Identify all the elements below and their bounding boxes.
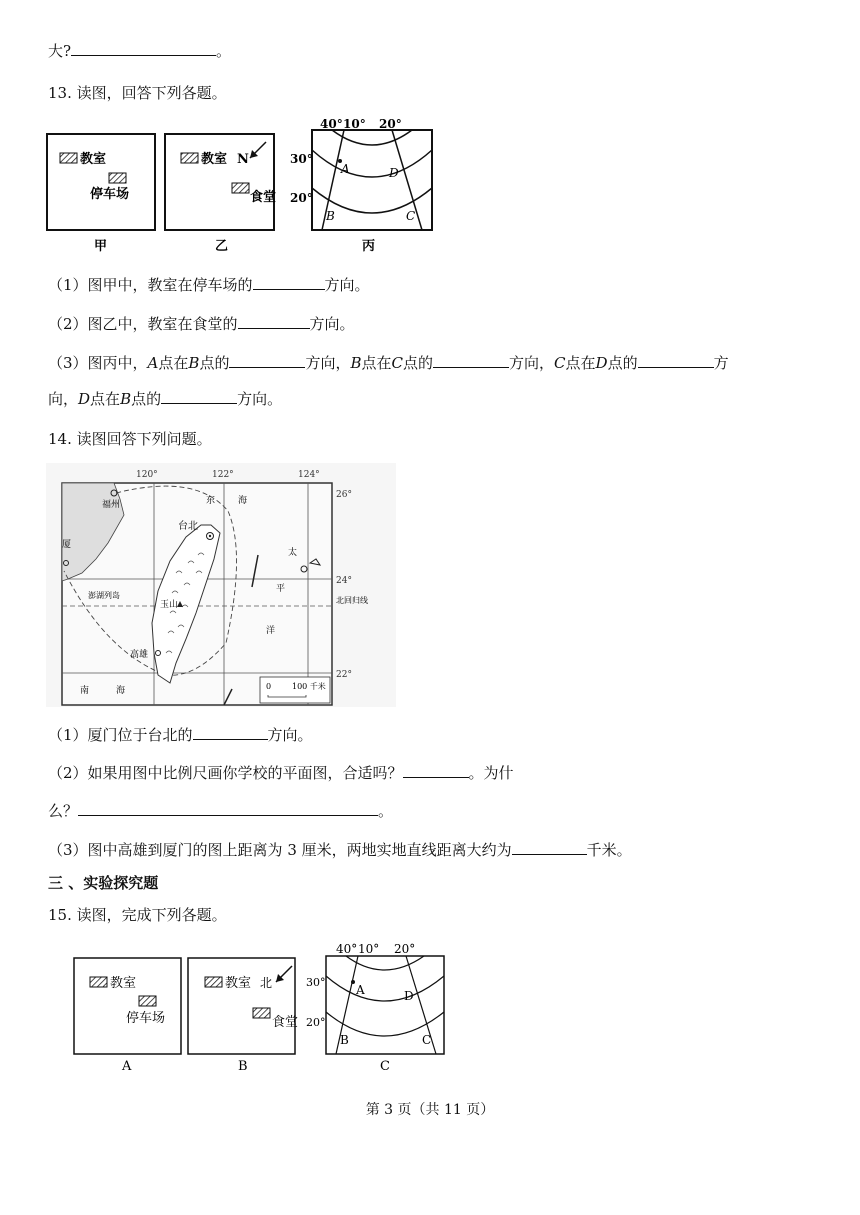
point-c: C [406,209,416,223]
point-b: B [326,209,335,223]
caption-bing: 丙 [362,239,376,254]
gaoxiong-label: 高雄 [130,650,149,660]
answer-blank[interactable] [238,314,310,329]
point-a: A [341,162,350,176]
svg-text:10°: 10° [343,117,366,131]
q14-sub1: （1）厦门位于台北的 方向。 [48,726,313,744]
caption-c: C [380,1059,390,1074]
canteen-label: 食堂 [272,1015,299,1030]
north-label: N [237,152,249,167]
classroom-label: 教室 [80,152,107,167]
q14-sub2-line1: （2）如果用图中比例尺画你学校的平面图，合适吗？ 。为什 [48,764,514,782]
svg-text:海: 海 [238,496,248,506]
q13-sub3-line2: 向，D点在B点的 方向。 [48,390,283,408]
svg-text:20°: 20° [379,117,402,131]
parking-label: 停车场 [90,187,130,202]
q13-sub2: （2）图乙中，教室在食堂的 方向。 [48,315,355,333]
point-b: B [340,1033,349,1047]
section3-heading: 三 、实验探究题 [48,874,159,892]
q14-title: 14. 读图回答下列问题。 [48,430,212,448]
caption-yi: 乙 [215,239,229,254]
q13-sub3-line1: （3）图丙中，A点在B点的 方向，B点在C点的 方向，C点在D点的 方 [48,354,729,372]
svg-text:20°: 20° [394,942,416,956]
q13-sub1: （1）图甲中，教室在停车场的 方向。 [48,276,370,294]
yushan-label: 玉山 [160,600,179,610]
svg-text:40°: 40° [336,942,358,956]
svg-text:南: 南 [80,686,90,696]
svg-text:北回归线: 北回归线 [336,596,368,605]
penghu-label: 澎湖列岛 [88,591,120,600]
svg-text:东: 东 [206,496,216,506]
answer-blank[interactable] [161,389,237,404]
answer-blank[interactable] [512,840,587,855]
canteen-label: 食堂 [250,190,277,205]
svg-text:100 千米: 100 千米 [292,682,326,691]
taiwan-map [46,463,396,707]
point-a: A [356,983,365,997]
q15-figure [70,940,450,1075]
svg-text:0: 0 [266,682,272,691]
fuzhou-label: 福州 [102,500,121,510]
q13-title: 13. 读图，回答下列各题。 [48,84,227,102]
taibei-label: 台北 [178,521,198,532]
svg-text:24°: 24° [336,576,352,586]
q14-sub2-line2: 么？ 。 [48,802,394,820]
svg-text:30°: 30° [306,976,326,989]
answer-blank[interactable] [78,801,378,816]
svg-text:平: 平 [276,584,286,594]
point-c: C [422,1033,432,1047]
page-footer: 第 3 页（共 11 页） [365,1102,495,1118]
svg-text:22°: 22° [336,670,352,680]
point-d: D [404,989,414,1003]
caption-a: A [122,1059,132,1074]
north-label: 北 [260,976,273,990]
answer-blank[interactable] [193,725,268,740]
answer-blank[interactable] [71,41,216,56]
svg-text:122°: 122° [212,470,234,480]
svg-text:太: 太 [288,548,298,558]
svg-text:120°: 120° [136,470,158,480]
classroom-label: 教室 [201,152,228,167]
svg-text:30°: 30° [290,152,313,166]
answer-blank[interactable] [229,353,305,368]
answer-blank[interactable] [403,763,469,778]
svg-text:20°: 20° [290,191,313,205]
parking-label: 停车场 [126,1011,166,1026]
q12-answer-line: 大? 。 [48,42,232,60]
point-d: D [389,166,399,180]
answer-blank[interactable] [253,275,325,290]
q13-figure [44,116,439,256]
svg-text:20°: 20° [306,1016,326,1029]
answer-blank[interactable] [433,353,509,368]
svg-text:海: 海 [116,686,126,696]
xiamen-label: 厦 [62,540,72,550]
q15-title: 15. 读图，完成下列各题。 [48,906,227,924]
svg-text:洋: 洋 [266,626,276,636]
classroom-label: 教室 [110,976,137,991]
svg-text:124°: 124° [298,470,320,480]
svg-text:10°: 10° [358,942,380,956]
caption-b: B [238,1059,248,1074]
caption-jia: 甲 [94,239,108,254]
q14-sub3: （3）图中高雄到厦门的图上距离为 3 厘米，两地实地直线距离大约为 千米。 [48,841,632,859]
svg-text:26°: 26° [336,490,352,500]
svg-text:40°: 40° [320,117,343,131]
answer-blank[interactable] [638,353,714,368]
classroom-label: 教室 [225,976,252,991]
